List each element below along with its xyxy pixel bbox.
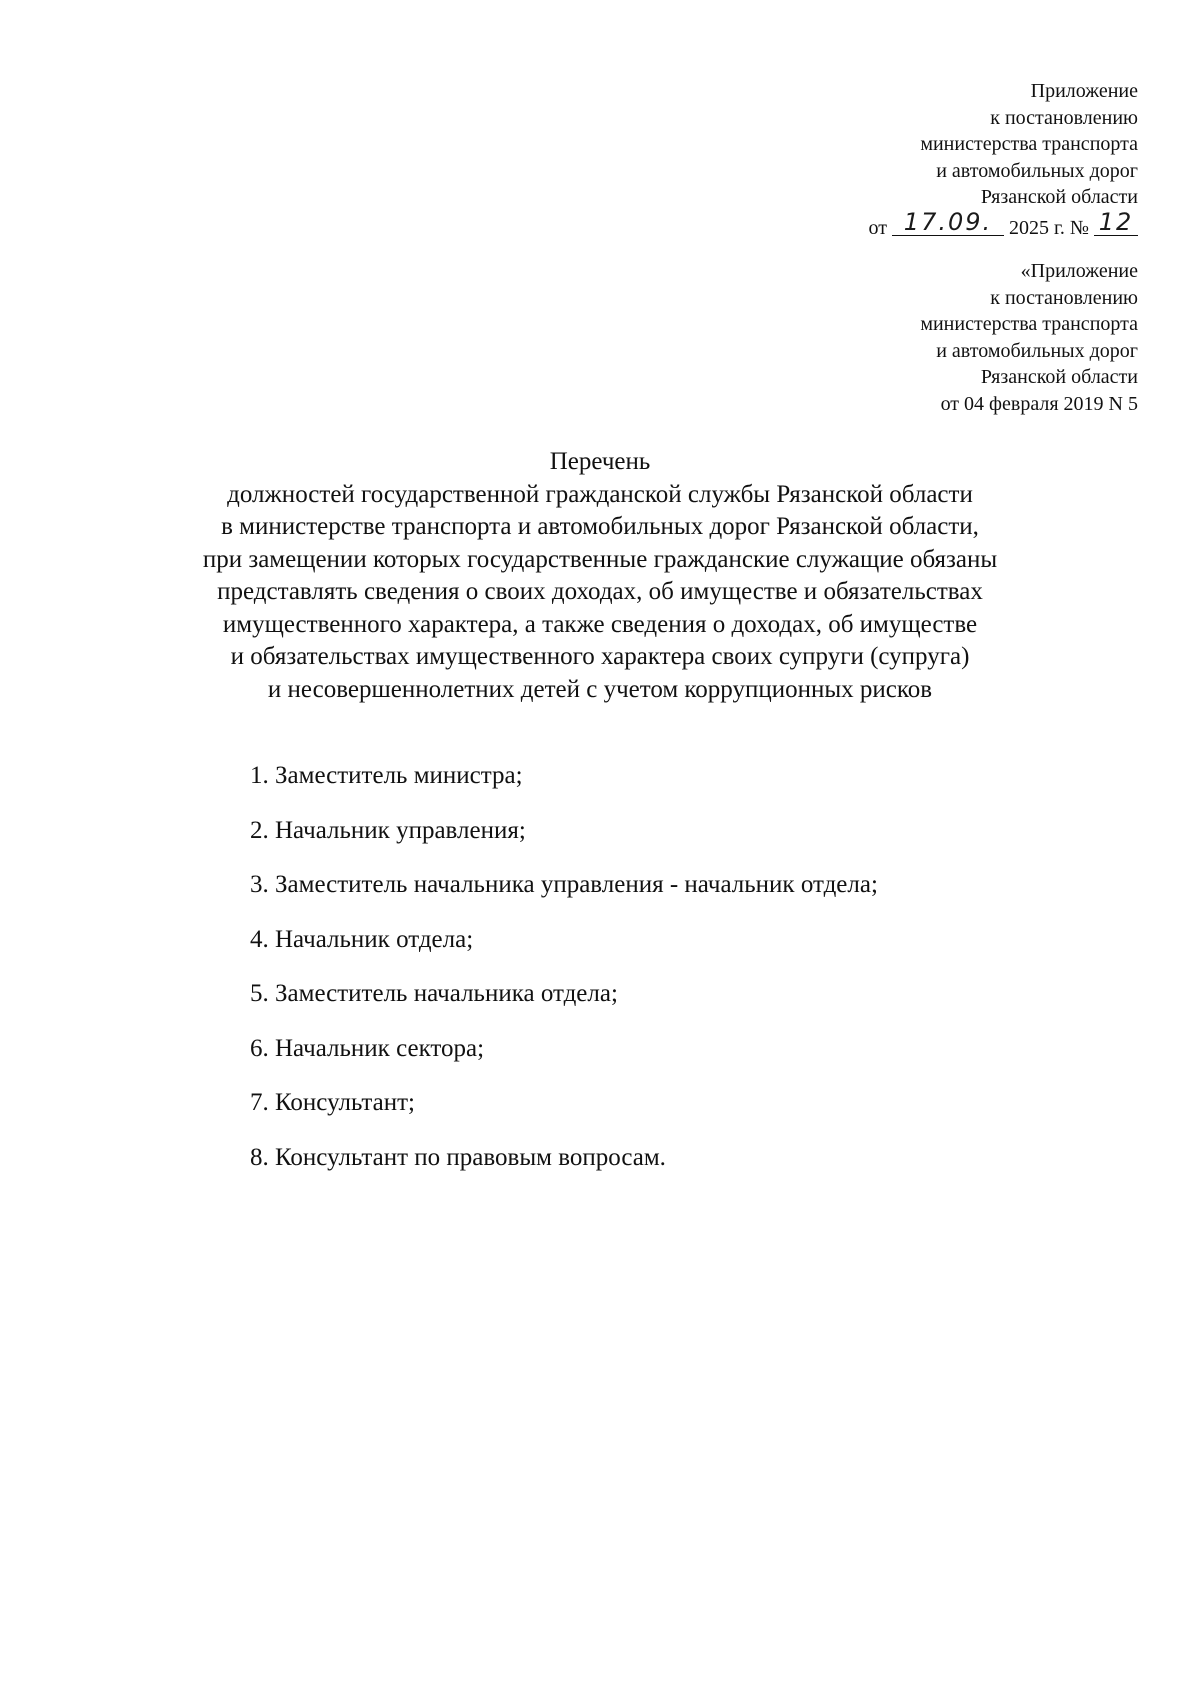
document-title (100, 446, 1100, 706)
appendix-header-line: Рязанской области (980, 186, 1138, 208)
original-header-line: к постановлению (990, 286, 1138, 309)
appendix-header-line: Приложение (1030, 80, 1138, 102)
original-header-line: Рязанской области (980, 366, 1138, 388)
position-item: 4. Начальник отдела; (250, 925, 474, 953)
title-line: представлять сведения о своих доходах, об имуществе и обязательствах (217, 578, 983, 605)
original-header-line: от 04 февраля 2019 N 5 (940, 392, 1138, 415)
appendix-header-line: к постановлению (990, 106, 1138, 129)
appendix-header-line: министерства транспорта (920, 133, 1138, 155)
position-item: 1. Заместитель министра; (250, 762, 523, 789)
position-item: 8. Консультант по правовым вопросам. (250, 1143, 666, 1171)
title-line: имущественного характера, а также сведения о доходах, об имуществе (222, 610, 978, 638)
original-header-line: и автомобильных дорог (936, 339, 1138, 362)
original-header-line: министерства транспорта (920, 313, 1138, 335)
appendix-header-line: и автомобильных дорог (936, 159, 1138, 182)
title-line: и обязательствах имущественного характера своих супруги (супруга) (230, 643, 970, 670)
positions-list (250, 762, 1100, 1198)
date-blank (892, 207, 1004, 236)
decree-date-line (718, 207, 1138, 243)
position-item: 3. Заместитель начальника управления - начальник отдела; (250, 871, 878, 898)
position-item: 5. Заместитель начальника отдела; (250, 980, 618, 1007)
title-line: в министерстве транспорта и автомобильных дорог Рязанской области, (221, 513, 979, 540)
title-heading: Перечень (549, 448, 651, 475)
year-text: 2025 г. № (1008, 216, 1089, 239)
handwritten-date: 17.09. (903, 207, 993, 236)
title-line: при замещении которых государственные гражданские служащие обязаны (202, 545, 998, 573)
position-item: 7. Консультант; (250, 1089, 415, 1116)
original-appendix-header (718, 258, 1138, 417)
date-prefix: от (868, 216, 887, 239)
handwritten-number: 12 (1098, 207, 1134, 236)
position-item: 6. Начальник сектора; (250, 1034, 485, 1062)
original-header-line: «Приложение (1020, 260, 1138, 282)
number-blank (1094, 207, 1138, 236)
appendix-header (718, 78, 1138, 243)
position-item: 2. Начальник управления; (250, 816, 526, 844)
title-line: должностей государственной гражданской службы Рязанской области (227, 480, 973, 508)
title-line: и несовершеннолетних детей с учетом коррупционных рисков (267, 675, 933, 703)
